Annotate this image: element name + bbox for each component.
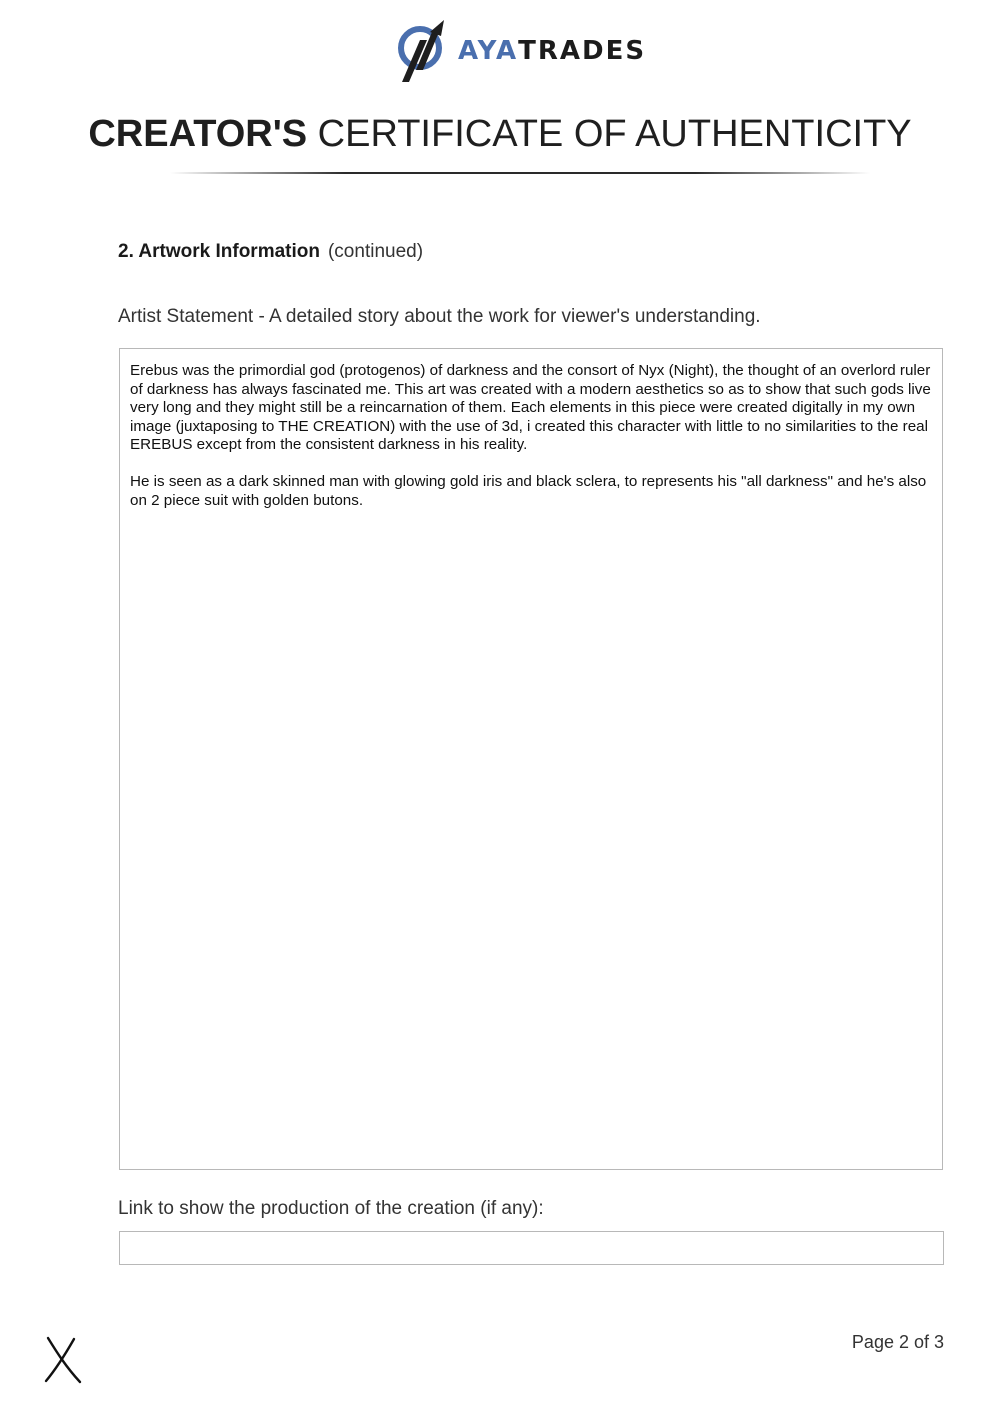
ayatrades-logo-icon	[396, 18, 448, 84]
production-link-label: Link to show the production of the creation (if any):	[118, 1198, 544, 1219]
handwritten-x-signature	[40, 1335, 86, 1390]
brand-logo	[396, 18, 646, 84]
certificate-title-rest: CERTIFICATE OF AUTHENTICITY	[317, 113, 912, 155]
artist-statement-label: Artist Statement - A detailed story about the work for viewer's understanding.	[118, 306, 761, 327]
page-number: Page 2 of 3	[851, 1332, 944, 1352]
certificate-title-strong: CREATOR'S	[88, 113, 308, 155]
certificate-title	[0, 108, 1000, 160]
artist-statement-paragraph-1: Erebus was the primordial god (protogenos) of darkness and the consort of Nyx (Night), the thought of an overlord ruler of darkness has always fascinated me. This art was created with a modern aesthetics so as to show that such gods live very long and they might still be a reincarnation of them. Each elements in this piece were created digitally in my own image (juxtaposing to THE CREATION) with the use of 3d, i created this character with little to no similarities to the real EREBUS except from the consistent darkness in his reality.	[130, 362, 931, 454]
section-heading-title: 2. Artwork Information	[118, 241, 320, 262]
production-link-field[interactable]	[119, 1231, 944, 1265]
artist-statement-paragraph-2: He is seen as a dark skinned man with glowing gold iris and black sclera, to represents his "all darkness" and he's also on 2 piece suit with golden butons.	[130, 472, 927, 509]
brand-name	[458, 36, 646, 66]
section-heading	[118, 240, 423, 264]
artist-statement-field[interactable]	[119, 348, 943, 1170]
title-divider	[170, 172, 870, 174]
brand-name-prefix: AYA	[458, 36, 519, 66]
brand-name-suffix: TRADES	[518, 36, 647, 66]
section-heading-suffix: (continued)	[327, 241, 424, 262]
